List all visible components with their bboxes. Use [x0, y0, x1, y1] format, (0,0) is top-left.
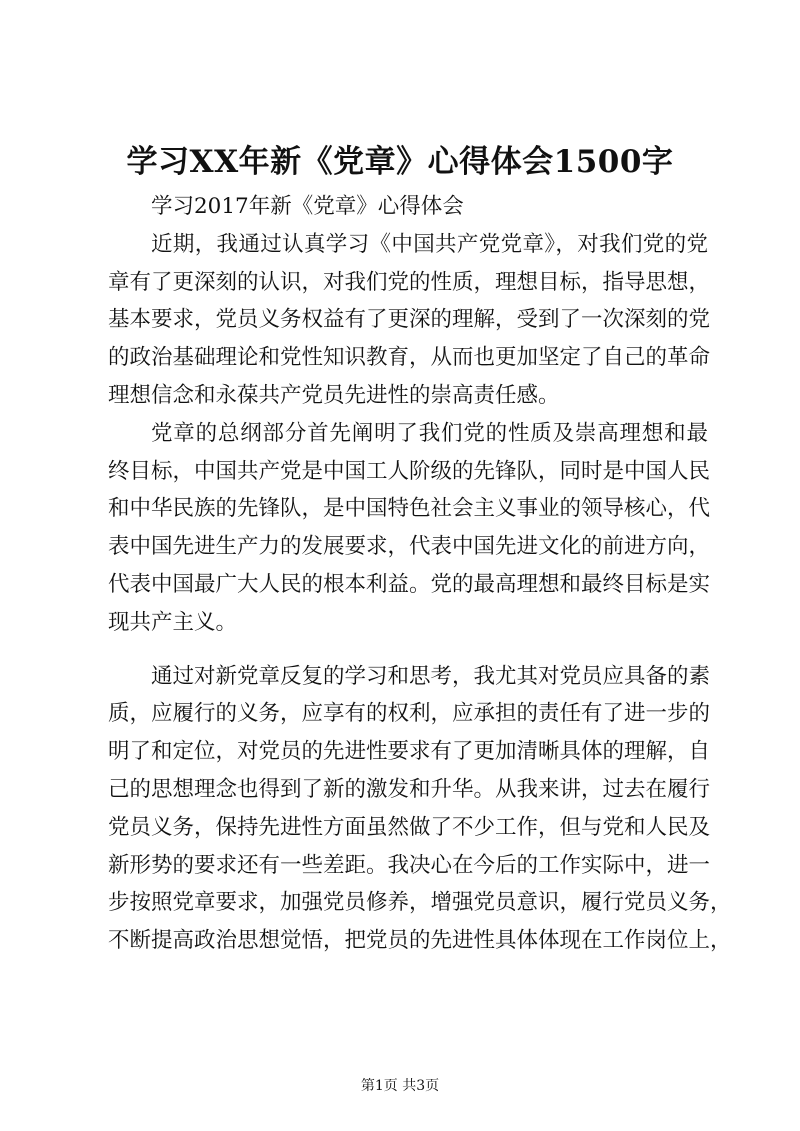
- paragraph: [108, 658, 732, 960]
- paragraph: [108, 188, 708, 226]
- text-line: 终目标，中国共产党是中国工人阶级的先锋队，同时是中国人民: [108, 458, 711, 484]
- document-title: 学习XX年新《党章》心得体会1500字: [126, 144, 674, 180]
- text-line: 近期，我通过认真学习《中国共产党党章》，对我们党的党: [151, 231, 708, 257]
- text-line: 步按照党章要求，加强党员修养，增强党员意识，履行党员义务，: [108, 890, 732, 916]
- text-line: 质，应履行的义务，应享有的权利，应承担的责任有了进一步的: [108, 701, 711, 727]
- document-body: [108, 188, 732, 960]
- text-line: 通过对新党章反复的学习和思考，我尤其对党员应具备的素: [151, 663, 711, 689]
- text-line: 明了和定位，对党员的先进性要求有了更加清晰具体的理解，自: [108, 739, 711, 765]
- text-line: 代表中国最广大人民的根本利益。党的最高理想和最终目标是实: [108, 571, 711, 597]
- text-line: 新形势的要求还有一些差距。我决心在今后的工作实际中，进一: [108, 852, 711, 878]
- text-line: 的政治基础理论和党性知识教育，从而也更加坚定了自己的革命: [108, 345, 711, 371]
- page-footer: 第1页 共3页: [360, 1078, 440, 1094]
- text-line: 党章的总纲部分首先阐明了我们党的性质及崇高理想和最: [151, 420, 708, 446]
- text-line: 学习2017年新《党章》心得体会: [151, 194, 464, 219]
- text-line: 党员义务，保持先进性方面虽然做了不少工作，但与党和人民及: [108, 814, 711, 840]
- text-line: 理想信念和永葆共产党员先进性的崇高责任感。: [108, 382, 560, 408]
- text-line: 和中华民族的先锋队，是中国特色社会主义事业的领导核心，代: [108, 496, 711, 522]
- text-line: 章有了更深刻的认识，对我们党的性质，理想目标，指导思想，: [108, 269, 711, 295]
- text-line: 表中国先进生产力的发展要求，代表中国先进文化的前进方向，: [108, 534, 711, 560]
- text-line: 不断提高政治思想觉悟，把党员的先进性具体体现在工作岗位上，: [108, 928, 732, 954]
- text-line: 现共产主义。: [108, 609, 238, 635]
- paragraph-gap: [108, 642, 708, 658]
- text-line: 己的思想理念也得到了新的激发和升华。从我来讲，过去在履行: [108, 776, 711, 802]
- text-line: 基本要求，党员义务权益有了更深的理解，受到了一次深刻的党: [108, 307, 711, 333]
- paragraph: [108, 415, 711, 642]
- paragraph: [108, 226, 711, 415]
